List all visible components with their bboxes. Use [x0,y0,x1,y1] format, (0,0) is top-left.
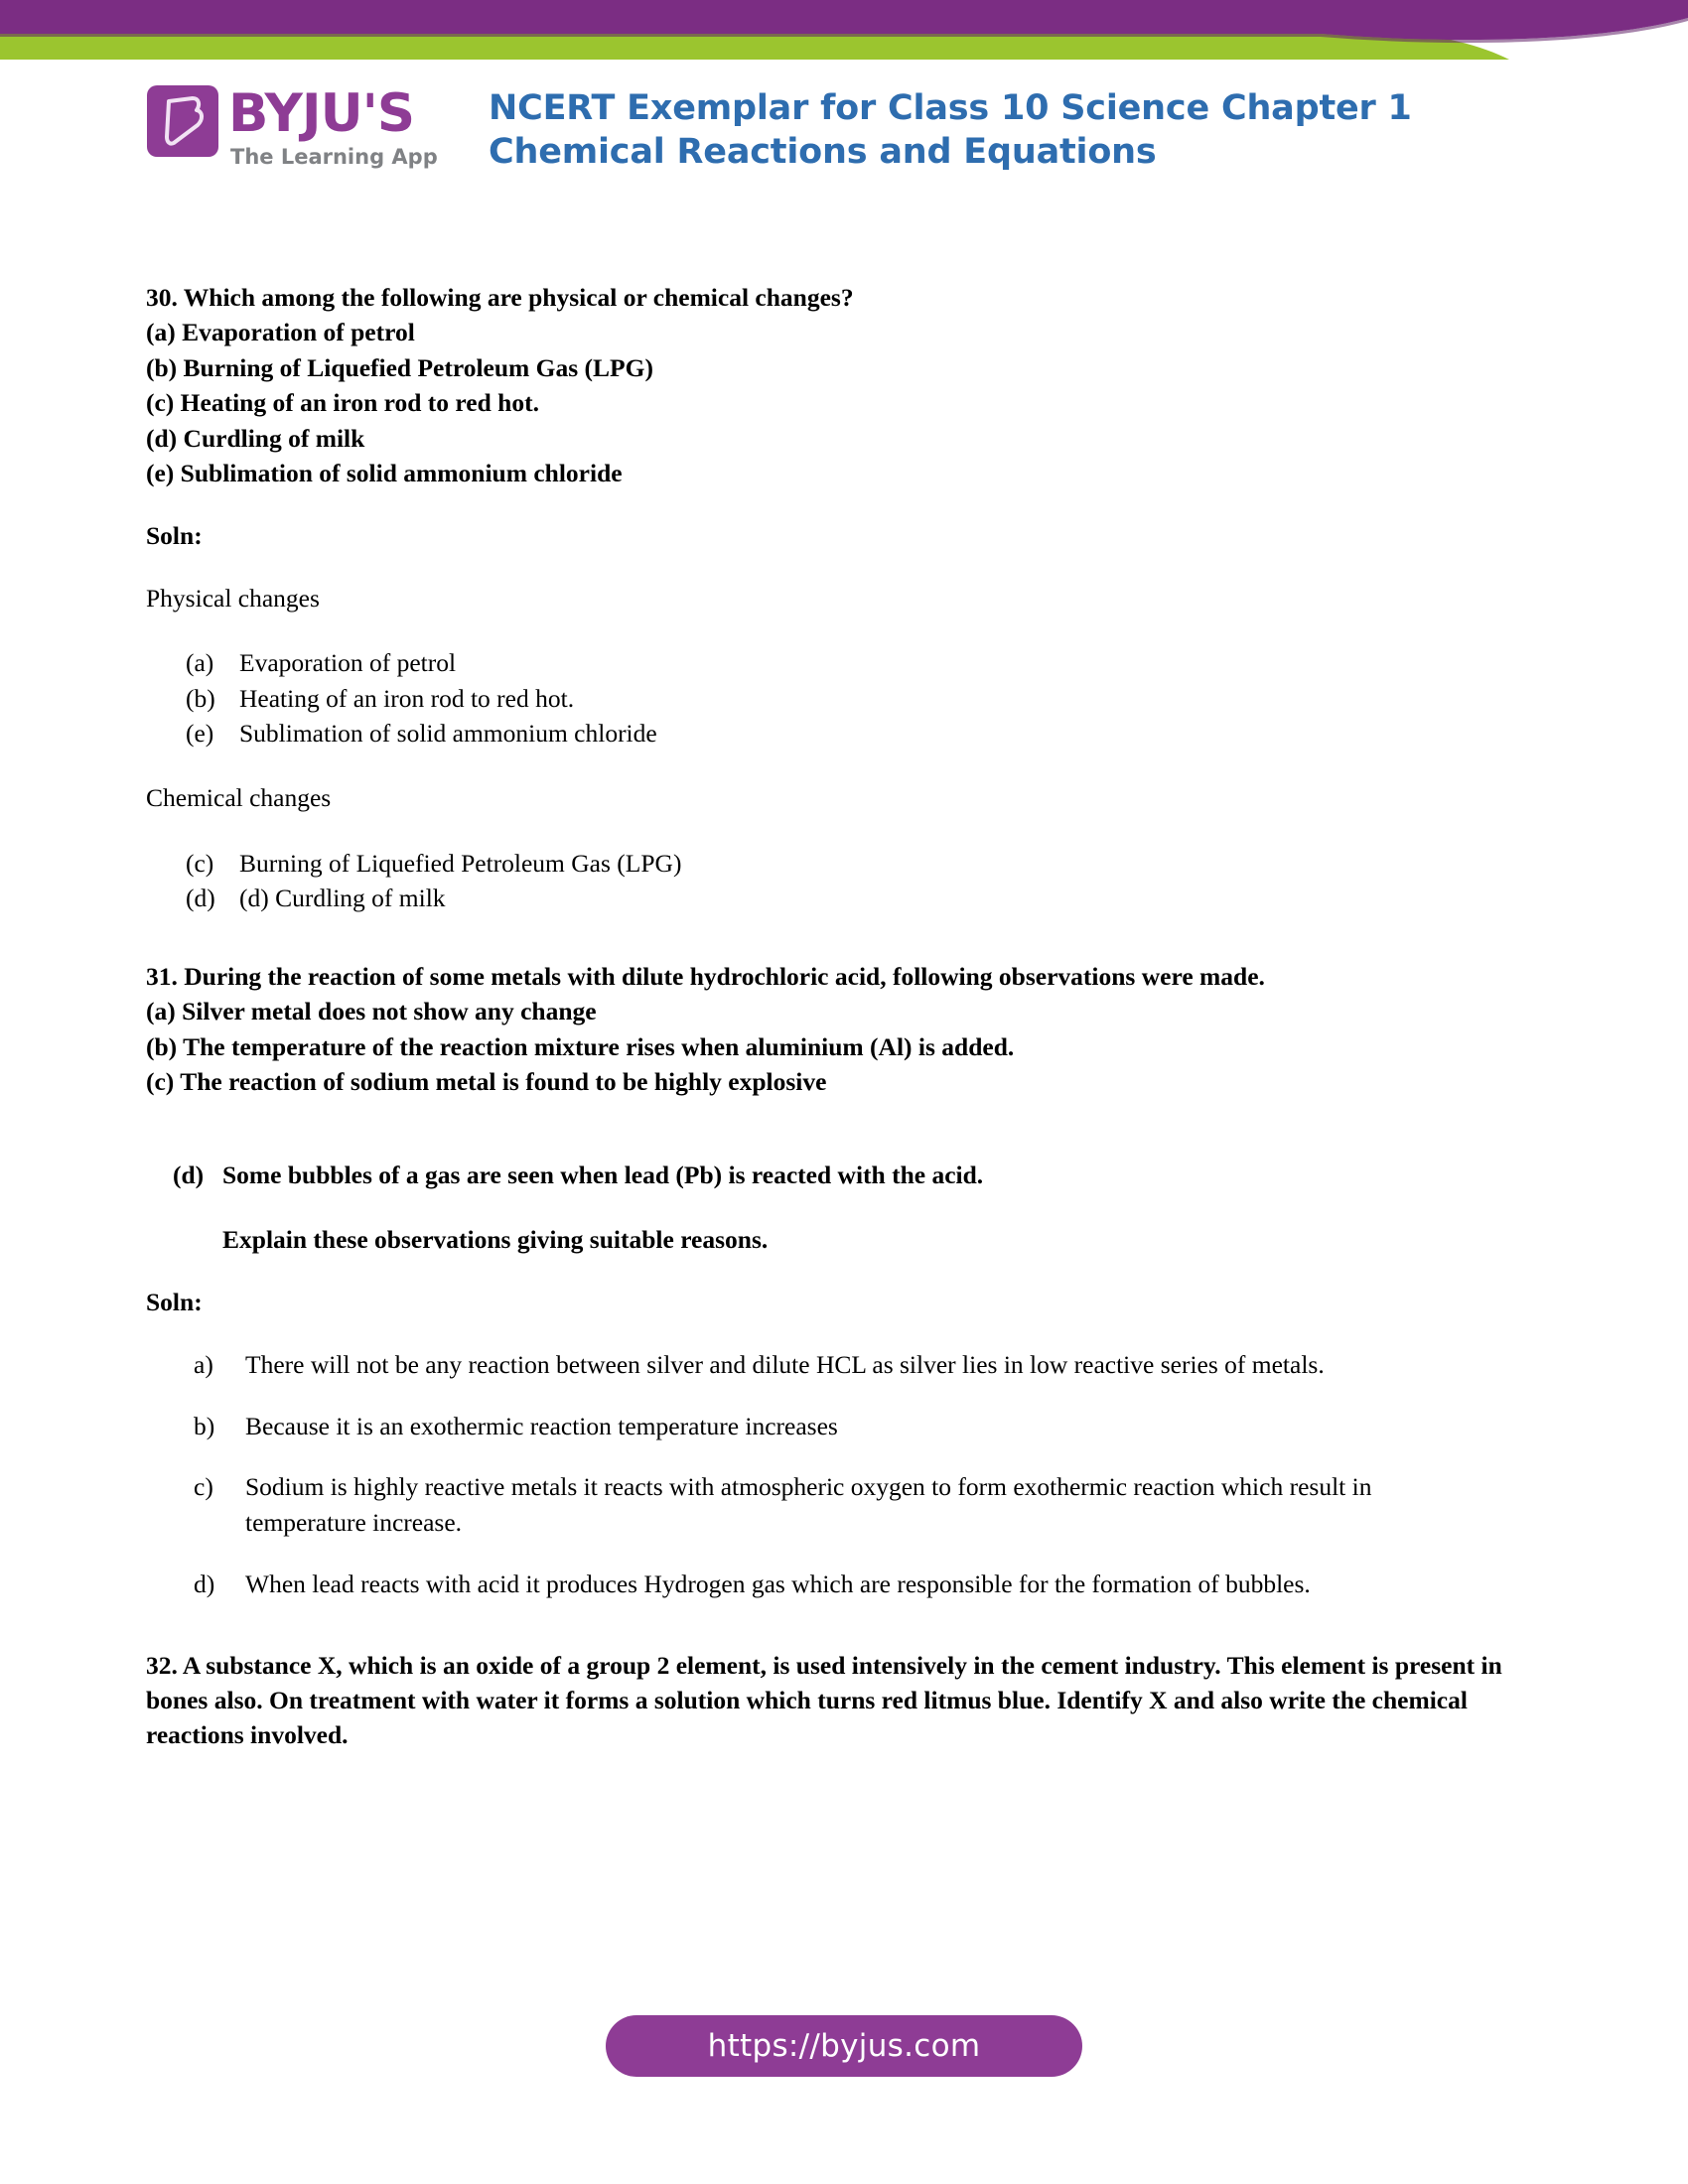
list-marker: b) [194,1411,215,1440]
list-marker: c) [194,1472,213,1502]
physical-changes-heading: Physical changes [146,583,320,613]
list-text: There will not be any reaction between silver and dilute HCL as silver lies in low reactive series of metals. [245,1350,1325,1380]
physical-changes-list [146,645,1556,751]
question-30-option-e: (e) Sublimation of solid ammonium chloride [146,459,623,488]
list-text: When lead reacts with acid it produces Hydrogen gas which are responsible for the formation of bubbles. [245,1569,1311,1598]
list-text: Evaporation of petrol [239,648,457,678]
list-item [146,681,1556,716]
list-text: (d) Curdling of milk [239,883,446,912]
list-item [146,846,1556,881]
question-30-option-a: (a) Evaporation of petrol [146,318,415,347]
question-32-prompt: 32. A substance X, which is an oxide of a group 2 element, is used intensively in the cement industry. This element is present in bones also. On treatment with water it forms a solution which turns red litmus blue. Identify X and also write the chemical reactions involved. [146,1650,1502,1750]
list-item [146,1567,1556,1602]
list-item [146,1347,1556,1383]
question-31-block [146,959,1556,1100]
list-marker: (e) [186,718,214,748]
byjus-logo-mark-icon [147,85,218,157]
byjus-tagline: The Learning App [230,145,438,169]
explain-text: Explain these observations giving suitable reasons. [222,1225,769,1255]
list-marker: (c) [186,848,214,878]
question-31-explain-line [146,1222,1556,1258]
question-31-option-d [146,1158,1556,1193]
byjus-url-button[interactable] [606,2015,1082,2077]
document-body [146,280,1556,1753]
question-30-option-c: (c) Heating of an iron rod to red hot. [146,388,539,418]
question-31-prompt: 31. During the reaction of some metals with dilute hydrochloric acid, following observations were made. [146,961,1265,991]
question-30-soln-label: Soln: [146,520,203,550]
masthead [0,77,1688,206]
question-31-option-b: (b) The temperature of the reaction mixture rises when aluminium (Al) is added. [146,1031,1015,1061]
page-title: NCERT Exemplar for Class 10 Science Chapter 1 Chemical Reactions and Equations [489,88,1412,172]
question-31-option-a: (a) Silver metal does not show any change [146,997,597,1026]
list-text: Because it is an exothermic reaction temperature increases [245,1411,838,1440]
question-31-answers-list [146,1347,1556,1601]
chemical-changes-heading: Chemical changes [146,782,332,812]
list-text: Sodium is highly reactive metals it reacts with atmospheric oxygen to form exothermic reaction which result in temperature increase. [245,1472,1372,1538]
question-30-option-b: (b) Burning of Liquefied Petroleum Gas (LPG) [146,352,653,382]
question-30-block [146,280,1556,491]
header-decoration-bands [0,0,1688,60]
list-marker: (b) [186,683,215,713]
byjus-wordmark: BYJU'S [228,83,415,144]
list-marker: a) [194,1350,213,1380]
list-marker: (a) [186,648,214,678]
question-30-option-d: (d) Curdling of milk [146,423,365,453]
list-text: Sublimation of solid ammonium chloride [239,718,657,748]
list-marker: (d) [173,1160,205,1189]
list-item [146,716,1556,751]
list-item [146,881,1556,915]
question-31-option-c: (c) The reaction of sodium metal is found to be highly explosive [146,1067,827,1097]
list-item [146,645,1556,680]
question-30-prompt: 30. Which among the following are physical or chemical changes? [146,283,854,312]
list-item [146,1409,1556,1444]
chemical-changes-list [146,846,1556,915]
list-marker: d) [194,1569,215,1598]
list-text: Some bubbles of a gas are seen when lead (Pb) is reacted with the acid. [222,1160,984,1189]
question-31-soln-label: Soln: [146,1288,203,1317]
list-text: Burning of Liquefied Petroleum Gas (LPG) [239,848,682,878]
byjus-logo [147,85,445,185]
list-item [146,1469,1556,1540]
byjus-url-label: https://byjus.com [707,2028,981,2064]
question-32-block [146,1648,1556,1753]
list-marker: (d) [186,883,215,912]
list-text: Heating of an iron rod to red hot. [239,683,575,713]
